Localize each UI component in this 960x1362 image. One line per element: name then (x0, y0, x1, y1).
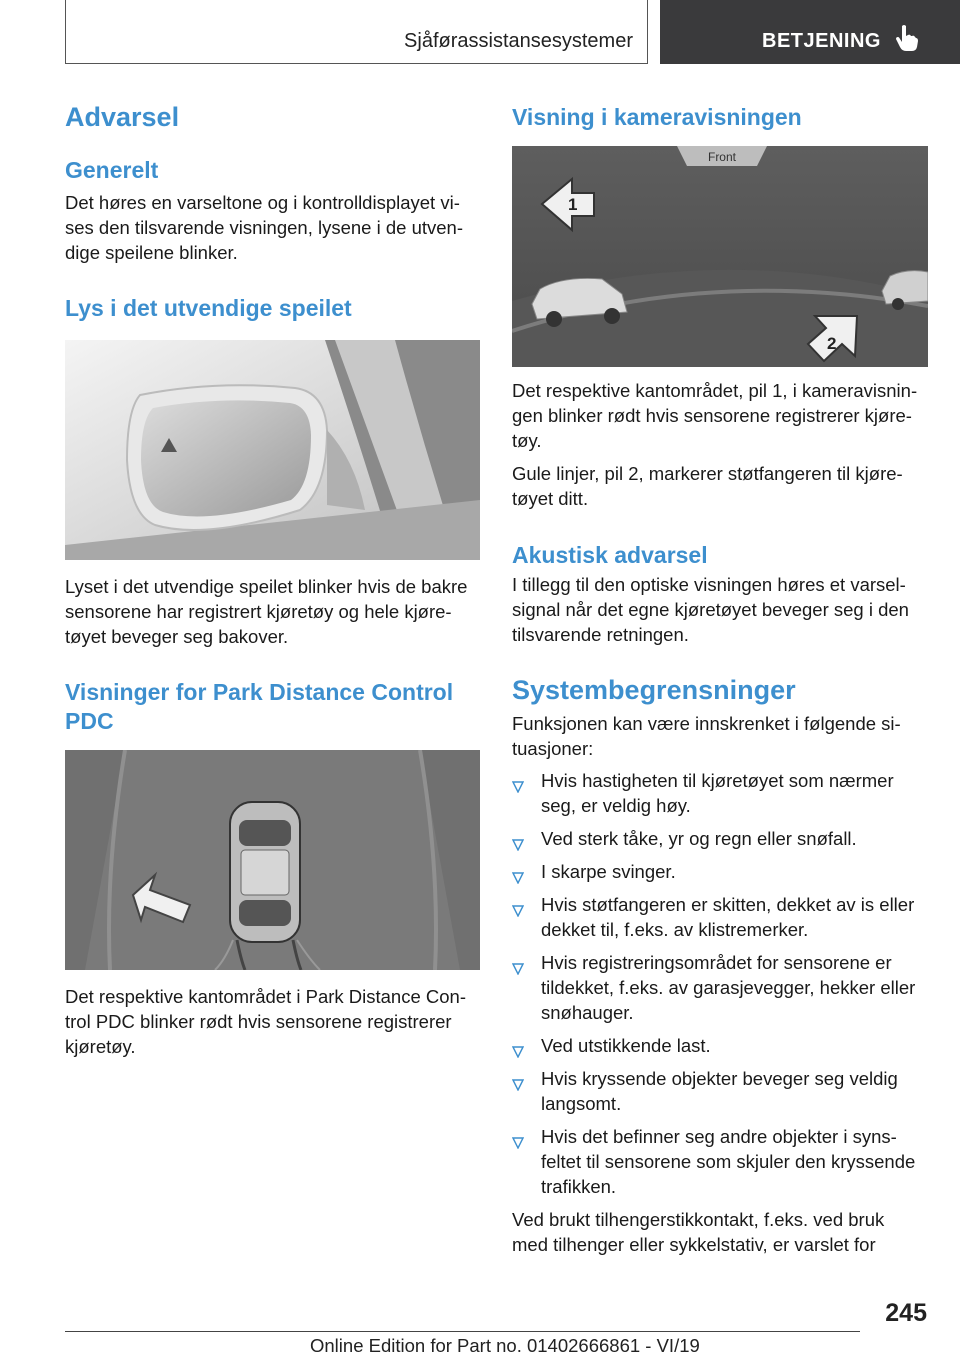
list-item (512, 826, 928, 851)
header-chapter-box (660, 0, 960, 64)
header-section-box (65, 0, 648, 64)
camera-image (512, 146, 928, 367)
list-item-text: I skarpe svinger. (541, 861, 676, 882)
heading-mirror-light: Lys i det utvendige speilet (65, 295, 352, 321)
paragraph-mirror-light: Lyset i det utvendige speilet blinker hvis de bakre sensorene har registrert kjøretøy og hele kjøre- tøyet beveger seg bakover. (65, 576, 468, 647)
header-chapter-title: BETJENING (762, 30, 881, 52)
paragraph-pdc: Det respektive kantområdet i Park Distance Con- trol PDC blinker rødt hvis sensorene registrerer kjøretøy. (65, 986, 467, 1057)
paragraph-limits: Funksjonen kan være innskrenket i følgende si- tuasjoner: (512, 713, 901, 759)
list-item (512, 1124, 928, 1199)
list-item (512, 1066, 928, 1116)
list-item (512, 1033, 928, 1058)
list-item (512, 768, 928, 818)
list-item (512, 950, 928, 1025)
list-item-text: Hvis det befinner seg andre objekter i syns- feltet til sensorene som skjuler den kryssende trafikken. (541, 1126, 916, 1197)
triangle-bullet-icon (512, 865, 524, 890)
triangle-bullet-icon (512, 1072, 524, 1097)
limitations-list (512, 768, 928, 1199)
footer-rule (65, 1331, 860, 1332)
list-item (512, 892, 928, 942)
triangle-bullet-icon (512, 898, 524, 923)
camera-label-front: Front (707, 150, 737, 164)
list-item (512, 859, 928, 884)
list-item-text: Hvis kryssende objekter beveger seg veldig langsomt. (541, 1068, 898, 1114)
triangle-bullet-icon (512, 1130, 524, 1155)
triangle-bullet-icon (512, 956, 524, 981)
heading-warning: Advarsel (65, 102, 180, 132)
left-column (65, 100, 480, 1059)
heading-system-limits: Systembegrensninger (512, 675, 796, 705)
right-column (512, 100, 928, 1257)
heading-acoustic-warning: Akustisk advarsel (512, 542, 708, 568)
heading-camera-view: Visning i kameravisningen (512, 104, 802, 130)
list-item-text: Hvis registreringsområdet for sensorene er tildekket, f.eks. av garasjevegger, hekker eller snøhauger. (541, 952, 916, 1023)
mirror-image (65, 340, 480, 560)
paragraph-acoustic: I tillegg til den optiske visningen høres et varsel- signal når det egne kjøretøyet beveger seg i den tilsvarende retningen. (512, 574, 909, 645)
heading-general: Generelt (65, 157, 159, 183)
paragraph-camera-2: Gule linjer, pil 2, markerer støtfangeren til kjøre- tøyet ditt. (512, 463, 903, 509)
list-item-text: Hvis hastigheten til kjøretøyet som nærmer seg, er veldig høy. (541, 770, 894, 816)
triangle-bullet-icon (512, 774, 524, 799)
camera-label-2: 2 (827, 334, 837, 353)
triangle-bullet-icon (512, 1039, 524, 1064)
paragraph-camera-1: Det respektive kantområdet, pil 1, i kameravisnin- gen blinker rødt hvis sensorene registrerer kjøre- tøy. (512, 380, 918, 451)
list-item-text: Hvis støtfangeren er skitten, dekket av is eller dekket til, f.eks. av klistremerker. (541, 894, 915, 940)
page-number: 245 (885, 1299, 927, 1327)
camera-label-1: 1 (568, 195, 578, 214)
header-section-title: Sjåførassistansesystemer (404, 30, 633, 52)
hand-pointer-icon (896, 24, 918, 57)
footer-edition: Online Edition for Part no. 01402666861 - VI/19 (310, 1335, 700, 1356)
paragraph-general: Det høres en varseltone og i kontrolldisplayet vi- ses den tilsvarende visningen, lysene i de utven- dige speilene blinker. (65, 192, 463, 263)
list-item-text: Ved utstikkende last. (541, 1035, 711, 1056)
paragraph-trailer: Ved brukt tilhengerstikkontakt, f.eks. ved bruk med tilhenger eller sykkelstativ, er varslet for (512, 1209, 885, 1255)
pdc-image (65, 750, 480, 970)
list-item-text: Ved sterk tåke, yr og regn eller snøfall. (541, 828, 857, 849)
triangle-bullet-icon (512, 832, 524, 857)
heading-pdc-views: Visninger for Park Distance Control PDC (65, 679, 454, 734)
